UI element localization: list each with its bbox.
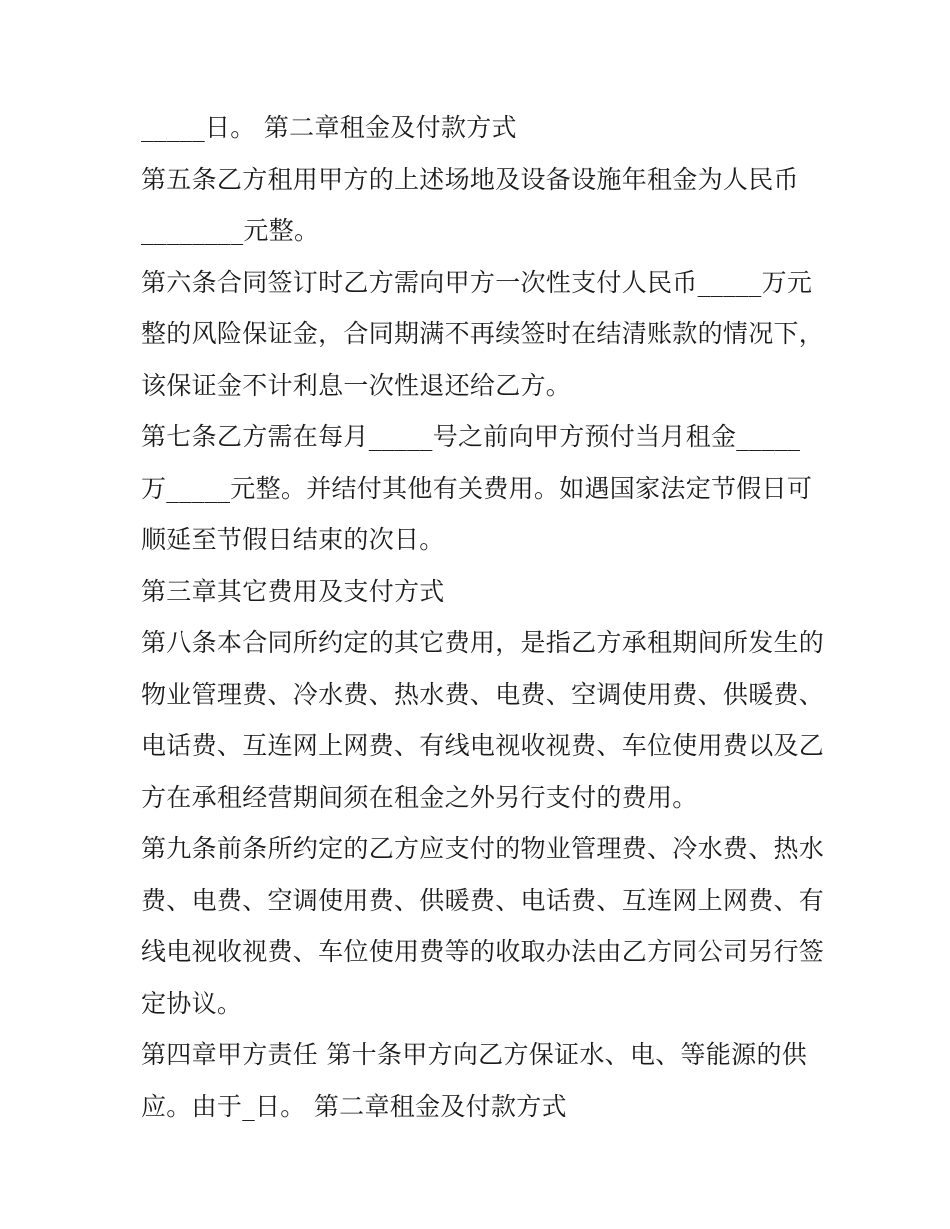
text-line: 第九条前条所约定的乙方应支付的物业管理费、冷水费、热水 bbox=[141, 834, 825, 863]
text-line: 第八条本合同所约定的其它费用，是指乙方承租期间所发生的 bbox=[141, 628, 825, 657]
text-line: 万_____元整。并结付其他有关费用。如遇国家法定节假日可 bbox=[141, 473, 813, 503]
text-line: ________元整。 bbox=[141, 216, 320, 245]
text-line: 物业管理费、冷水费、热水费、电费、空调使用费、供暖费、 bbox=[141, 679, 825, 709]
chapter-heading: 第三章其它费用及支付方式 bbox=[141, 576, 445, 606]
text-line: 该保证金不计利息一次性退还给乙方。 bbox=[141, 370, 572, 400]
text-line: 定协议。 bbox=[141, 988, 243, 1018]
document-body bbox=[141, 102, 831, 1132]
text-line: _____日。 第二章租金及付款方式 bbox=[141, 113, 517, 142]
text-line: 方在承租经营期间须在租金之外另行支付的费用。 bbox=[141, 782, 698, 812]
text-line: 第七条乙方需在每月_____号之前向甲方预付当月租金_____ bbox=[141, 422, 801, 451]
text-line: 费、电费、空调使用费、供暖费、电话费、互连网上网费、有 bbox=[141, 885, 825, 915]
text-line: 第六条合同签订时乙方需向甲方一次性支付人民币_____万元 bbox=[141, 267, 813, 297]
text-line: 应。由于_日。 第二章租金及付款方式 bbox=[141, 1091, 567, 1121]
text-line: 电话费、互连网上网费、有线电视收视费、车位使用费以及乙 bbox=[141, 731, 825, 760]
text-line: 第四章甲方责任 第十条甲方向乙方保证水、电、等能源的供 bbox=[141, 1040, 808, 1069]
text-line: 第五条乙方租用甲方的上述场地及设备设施年租金为人民币 bbox=[141, 164, 799, 194]
text-line: 顺延至节假日结束的次日。 bbox=[141, 525, 445, 554]
text-line: 线电视收视费、车位使用费等的收取办法由乙方同公司另行签 bbox=[141, 937, 825, 966]
text-line: 整的风险保证金，合同期满不再续签时在结清账款的情况下， bbox=[141, 319, 825, 348]
